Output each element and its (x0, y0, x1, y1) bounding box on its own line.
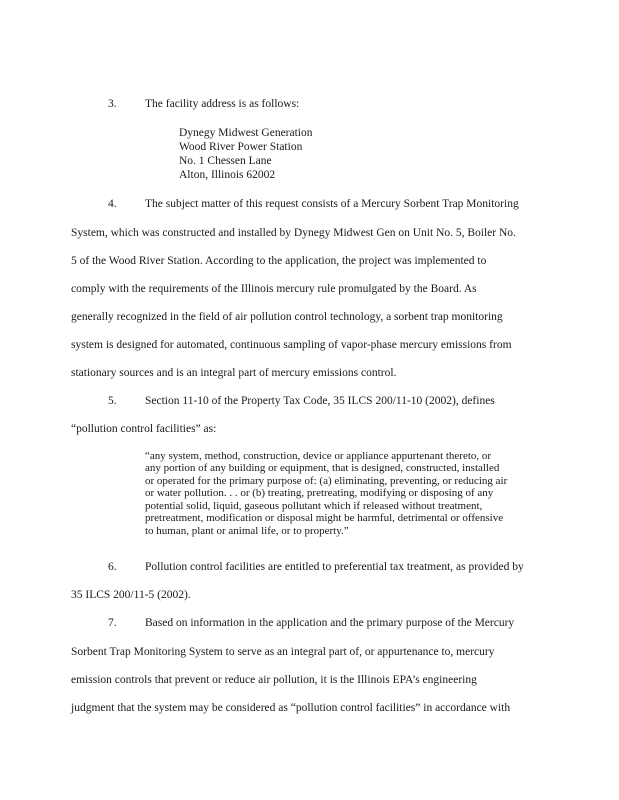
paragraph-4-line-4: comply with the requirements of the Illinois mercury rule promulgated by the Board. As (71, 283, 477, 295)
definition-quote-line-6: pretreatment, modification or disposal might be harmful, detrimental or offensive (145, 512, 504, 524)
address-line-3: No. 1 Chessen Lane (179, 155, 272, 167)
paragraph-4-line-7: stationary sources and is an integral part of mercury emissions control. (71, 367, 397, 379)
paragraph-4-line-5: generally recognized in the field of air pollution control technology, a sorbent trap monitoring (71, 311, 503, 323)
definition-quote-line-1: “any system, method, construction, device or appliance appurtenant thereto, or (145, 450, 492, 462)
address-line-1: Dynegy Midwest Generation (179, 127, 313, 139)
paragraph-5-line-1: Section 11-10 of the Property Tax Code, 35 ILCS 200/11-10 (2002), defines (145, 395, 495, 407)
address-line-2: Wood River Power Station (179, 141, 303, 153)
address-line-4: Alton, Illinois 62002 (179, 169, 276, 181)
definition-quote-line-7: to human, plant or animal life, or to property.” (145, 525, 349, 537)
paragraph-7-line-3: emission controls that prevent or reduce air pollution, it is the Illinois EPA’s engineering (71, 674, 477, 686)
paragraph-3-text: The facility address is as follows: (145, 98, 300, 110)
paragraph-4-line-1: The subject matter of this request consists of a Mercury Sorbent Trap Monitoring (145, 198, 519, 210)
paragraph-3-number: 3. (108, 98, 117, 110)
paragraph-6-number: 6. (108, 561, 117, 573)
paragraph-6-line-1: Pollution control facilities are entitled to preferential tax treatment, as provided by (145, 561, 524, 573)
definition-quote-line-2: any portion of any building or equipment, that is designed, constructed, installed (145, 462, 500, 474)
paragraph-7-line-4: judgment that the system may be considered as “pollution control facilities” in accordance with (71, 702, 511, 714)
paragraph-4-number: 4. (108, 198, 117, 210)
definition-quote-line-4: or water pollution. . . or (b) treating, pretreating, modifying or disposing of any (145, 487, 494, 499)
definition-quote-line-5: potential solid, liquid, gaseous pollutant which if released without treatment, (145, 500, 483, 512)
paragraph-7-line-1: Based on information in the application and the primary purpose of the Mercury (145, 617, 515, 629)
definition-quote-line-3: or operated for the primary purpose of: (a) eliminating, preventing, or reducing air (145, 475, 508, 487)
paragraph-4-line-6: system is designed for automated, continuous sampling of vapor-phase mercury emissions from (71, 339, 512, 351)
paragraph-4-line-2: System, which was constructed and installed by Dynegy Midwest Gen on Unit No. 5, Boiler No. (71, 227, 516, 239)
paragraph-7-number: 7. (108, 617, 117, 629)
paragraph-7-line-2: Sorbent Trap Monitoring System to serve as an integral part of, or appurtenance to, mercury (71, 646, 495, 658)
paragraph-5-line-2: “pollution control facilities” as: (71, 423, 217, 435)
paragraph-4-line-3: 5 of the Wood River Station. According to the application, the project was implemented to (71, 255, 487, 267)
paragraph-5-number: 5. (108, 395, 117, 407)
paragraph-6-line-2: 35 ILCS 200/11-5 (2002). (71, 589, 191, 601)
